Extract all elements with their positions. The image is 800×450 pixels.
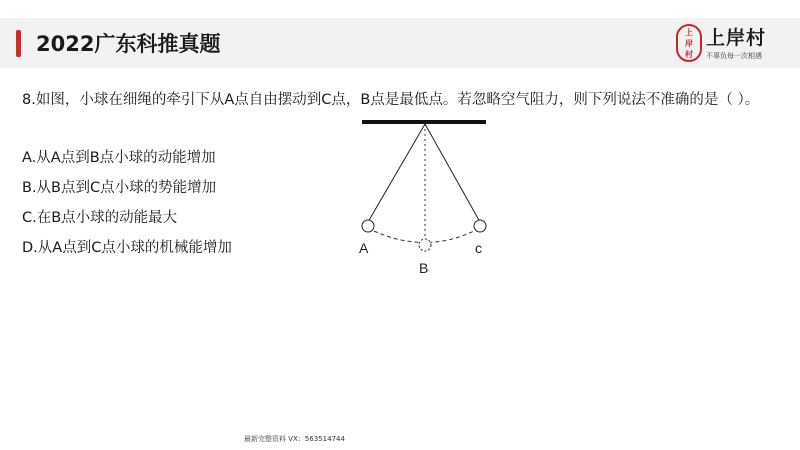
brand-logo — [676, 22, 786, 66]
option-b: B.从B点到C点小球的势能增加 — [22, 180, 217, 196]
option-d: D.从A点到C点小球的机械能增加 — [22, 240, 232, 256]
footer-note: 最新完整资料 VX：563514744 — [244, 435, 345, 443]
ceiling-support — [362, 120, 486, 124]
title-accent-bar — [16, 30, 21, 57]
question-stem: 如图，小球在细绳的牵引下从A点自由摆动到C点，B点是最低点。若忽略空气阻力，则下列说法不准确的是（ ）。 — [35, 92, 760, 108]
option-a: A.从A点到B点小球的动能增加 — [22, 150, 216, 166]
brand-name: 上岸村 — [706, 27, 767, 49]
label-b: B — [419, 260, 429, 276]
question-number: 8. — [22, 92, 36, 108]
brand-slogan: 不辜负每一次相遇 — [706, 52, 762, 60]
page-title: 2022广东科推真题 — [36, 32, 221, 56]
option-c: C.在B点小球的动能最大 — [22, 210, 178, 226]
label-a: A — [359, 240, 369, 256]
ball-at-a — [362, 220, 374, 232]
question-text — [22, 87, 762, 113]
ball-at-c — [474, 220, 486, 232]
seal-text: 上 岸 村 — [685, 28, 693, 59]
seal-icon — [676, 24, 702, 62]
string-to-c — [425, 124, 480, 222]
ball-at-b — [419, 239, 431, 251]
pendulum-diagram — [350, 112, 500, 282]
string-to-a — [368, 124, 425, 222]
label-c: c — [475, 240, 482, 256]
